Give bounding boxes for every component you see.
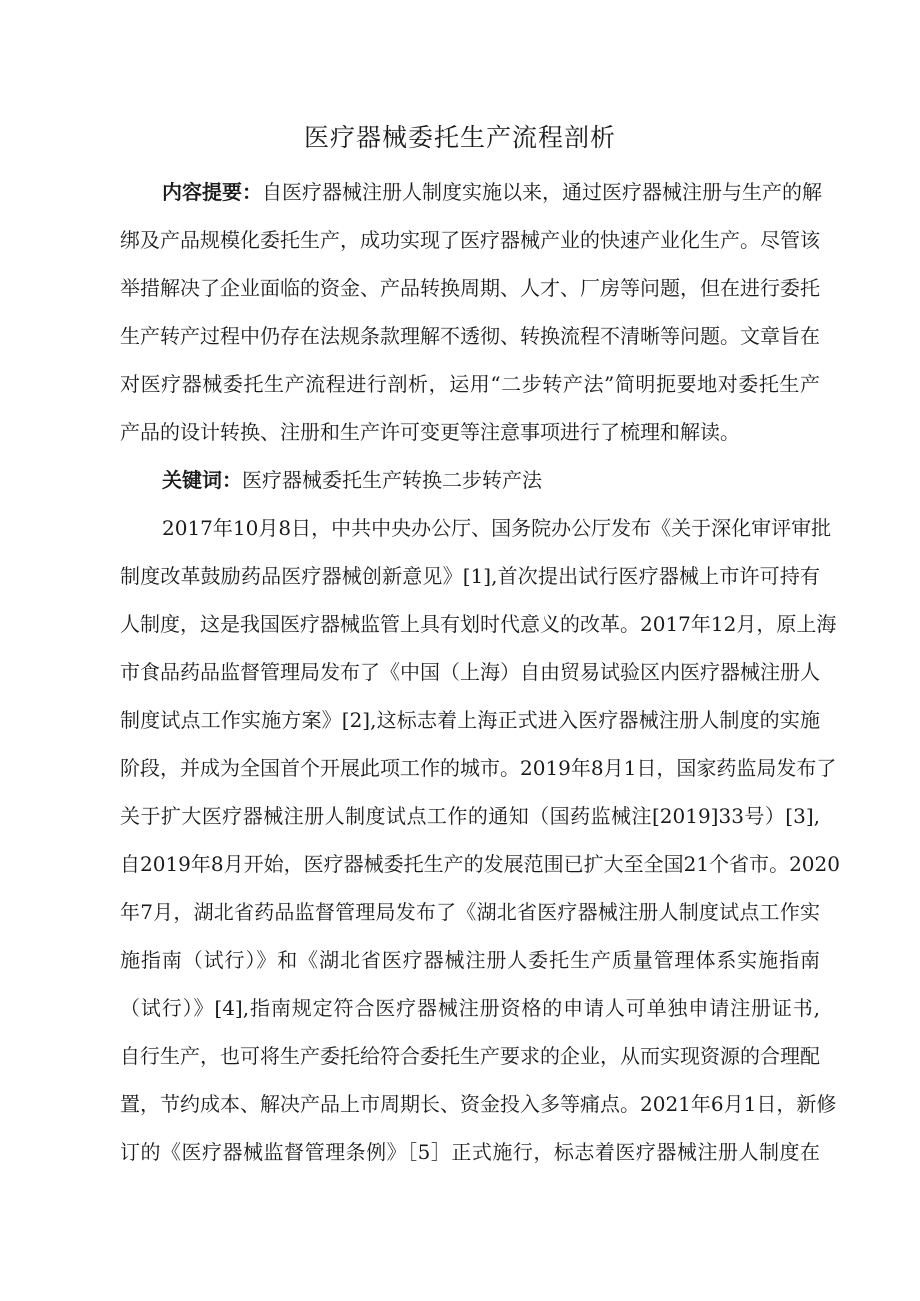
body-line: 自2019年8月开始，医疗器械委托生产的发展范围已扩大至全国21个省市。2020 <box>120 852 840 876</box>
abstract-line: 对医疗器械委托生产流程进行剖析，运用“二步转产法”简明扼要地对委托生产 <box>120 372 820 396</box>
abstract-line: 绑及产品规模化委托生产，成功实现了医疗器械产业的快速产业化生产。尽管该 <box>120 228 820 252</box>
body-line: 施指南（试行）》和《湖北省医疗器械注册人委托生产质量管理体系实施指南 <box>120 948 820 972</box>
body-line: 年7月，湖北省药品监督管理局发布了《湖北省医疗器械注册人制度试点工作实 <box>120 900 820 924</box>
body-line: 制度改革鼓励药品医疗器械创新意见》[1],首次提出试行医疗器械上市许可持有 <box>120 564 820 588</box>
abstract-line <box>162 174 820 210</box>
abstract-line: 生产转产过程中仍存在法规条款理解不透彻、转换流程不清晰等问题。文章旨在 <box>120 324 820 348</box>
body-line: 人制度，这是我国医疗器械监管上具有划时代意义的改革。2017年12月，原上海 <box>120 612 837 636</box>
body-line: 订的《医疗器械监督管理条例》［5］正式施行，标志着医疗器械注册人制度在 <box>120 1140 820 1164</box>
keywords-text: 医疗器械委托生产转换二步转产法 <box>242 468 542 492</box>
keywords-line <box>162 462 820 498</box>
body-line: 制度试点工作实施方案》[2],这标志着上海正式进入医疗器械注册人制度的实施 <box>120 708 820 732</box>
abstract-text: 自医疗器械注册人制度实施以来，通过医疗器械注册与生产的解 <box>262 180 822 204</box>
body-line: 阶段，并成为全国首个开展此项工作的城市。2019年8月1日，国家药监局发布了 <box>120 756 837 780</box>
abstract-line: 举措解决了企业面临的资金、产品转换周期、人才、厂房等问题，但在进行委托 <box>120 276 820 300</box>
body-line: 关于扩大医疗器械注册人制度试点工作的通知（国药监械注[2019]33号）[3], <box>120 804 820 828</box>
document-title: 医疗器械委托生产流程剖析 <box>303 123 616 152</box>
body-line: 2017年10月8日，中共中央办公厅、国务院办公厅发布《关于深化审评审批 <box>162 516 832 540</box>
abstract-line: 产品的设计转换、注册和生产许可变更等注意事项进行了梳理和解读。 <box>120 420 740 444</box>
abstract-label: 内容提要： <box>162 180 262 204</box>
body-line: （试行）》[4],指南规定符合医疗器械注册资格的申请人可单独申请注册证书, <box>120 996 820 1020</box>
keywords-label: 关键词： <box>162 468 242 492</box>
body-line: 置，节约成本、解决产品上市周期长、资金投入多等痛点。2021年6月1日，新修 <box>120 1092 837 1116</box>
body-line: 市食品药品监督管理局发布了《中国（上海）自由贸易试验区内医疗器械注册人 <box>120 660 820 684</box>
body-line: 自行生产，也可将生产委托给符合委托生产要求的企业，从而实现资源的合理配 <box>120 1044 820 1068</box>
